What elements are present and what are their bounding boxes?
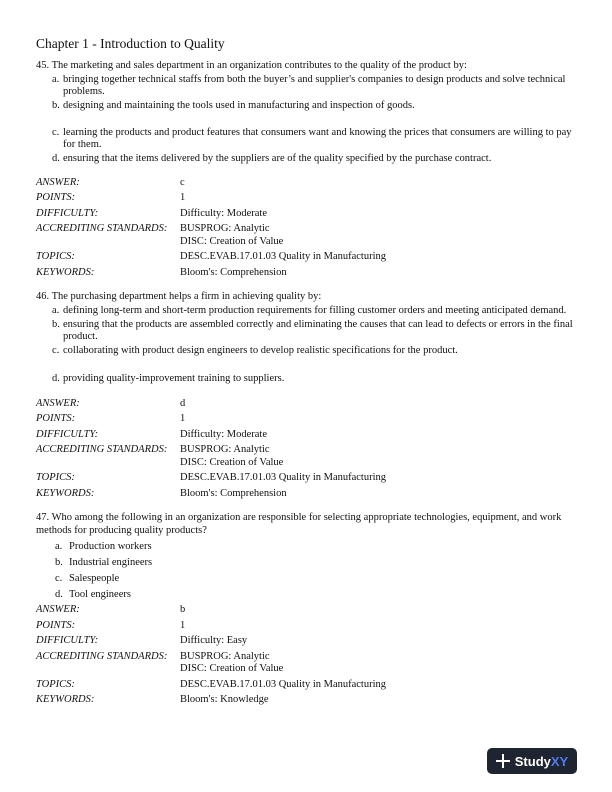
answer-metadata — [36, 604, 386, 710]
keywords-label: KEYWORDS: — [36, 487, 95, 499]
option-c — [36, 127, 580, 151]
option-text: ensuring that the items delivered by the suppliers are of the quality specified by the purchase contract. — [63, 152, 492, 164]
option-letter: c. — [52, 126, 60, 138]
answer-value: c — [180, 176, 185, 188]
option-text: collaborating with product design engineers to develop realistic specifications for the product. — [63, 344, 458, 356]
question-text: Who among the following in an organization are responsible for selecting appropriate technologies, equipment, and work methods for producing quality products? — [36, 512, 562, 536]
option-c — [36, 572, 580, 585]
answer-label: ANSWER: — [36, 604, 80, 615]
difficulty-value: Difficulty: Easy — [180, 635, 248, 646]
option-text: defining long-term and short-term production requirements for filling customer orders and meeting anticipated demand. — [63, 304, 567, 316]
keywords-value: Bloom's: Comprehension — [180, 266, 287, 278]
points-label: POINTS: — [36, 619, 76, 631]
standards-value — [180, 223, 386, 251]
standard-item: DISC: Creation of Value — [180, 456, 284, 468]
option-b — [36, 100, 580, 112]
option-letter: d. — [52, 372, 60, 384]
standard-item: BUSPROG: Analytic — [180, 650, 270, 662]
keywords-label: KEYWORDS: — [36, 694, 95, 705]
question-stem — [36, 512, 580, 537]
topics-label: TOPICS: — [36, 678, 75, 690]
difficulty-label: DIFFICULTY: — [36, 428, 99, 440]
option-letter: d. — [55, 589, 63, 600]
chapter-title: Chapter 1 - Introduction to Quality — [36, 36, 225, 51]
option-d — [36, 373, 580, 385]
topics-value: DESC.EVAB.17.01.03 Quality in Manufacturing — [180, 251, 387, 262]
standards-value — [180, 444, 386, 472]
option-letter: d. — [52, 152, 60, 164]
option-d — [36, 588, 580, 601]
question-text: The purchasing department helps a firm in achieving quality by: — [51, 291, 322, 302]
option-letter: a. — [52, 304, 60, 316]
option-text: designing and maintaining the tools used in manufacturing and inspection of goods. — [63, 99, 415, 111]
standard-item: DISC: Creation of Value — [180, 235, 284, 247]
option-c — [36, 345, 580, 357]
topics-label: TOPICS: — [36, 472, 75, 483]
standard-item: DISC: Creation of Value — [180, 663, 284, 674]
points-value: 1 — [180, 619, 186, 631]
watermark-xy: XY — [550, 753, 569, 769]
points-value: 1 — [180, 413, 186, 424]
question-stem — [36, 291, 580, 304]
standards-label: ACCREDITING STANDARDS: — [36, 650, 168, 662]
option-a — [36, 540, 580, 553]
points-label: POINTS: — [36, 192, 76, 203]
option-d — [36, 153, 580, 165]
standards-label: ACCREDITING STANDARDS: — [36, 223, 168, 234]
topics-value: DESC.EVAB.17.01.03 Quality in Manufacturing — [180, 678, 387, 690]
standard-item: BUSPROG: Analytic — [180, 223, 270, 234]
answer-metadata — [36, 398, 386, 504]
option-letter: c. — [55, 573, 63, 584]
option-text: bringing together technical staffs from both the buyer’s and supplier's companies to design products and solve technical problems. — [63, 73, 566, 97]
option-text: learning the products and product features that consumers want and knowing the prices that consumers are willing to pay for them. — [63, 126, 572, 150]
option-a — [36, 74, 580, 98]
answer-metadata — [36, 177, 386, 283]
topics-label: TOPICS: — [36, 251, 75, 262]
answer-label: ANSWER: — [36, 176, 80, 188]
answer-value: b — [180, 604, 186, 615]
option-text: ensuring that the products are assembled correctly and eliminating the causes that can lead to defects or errors in the final product. — [63, 318, 573, 342]
keywords-label: KEYWORDS: — [36, 266, 95, 278]
question-stem — [36, 60, 580, 73]
option-text: Industrial engineers — [69, 557, 153, 568]
points-value: 1 — [180, 192, 186, 203]
question-number: 47. — [36, 512, 50, 523]
answer-value: d — [180, 397, 186, 409]
option-text: Salespeople — [69, 573, 120, 584]
question-text: The marketing and sales department in an organization contributes to the quality of the product by: — [51, 60, 467, 71]
option-letter: b. — [52, 99, 60, 111]
watermark-text — [515, 754, 568, 769]
points-label: POINTS: — [36, 413, 76, 424]
option-letter: c. — [52, 344, 60, 356]
option-text: Tool engineers — [69, 589, 131, 600]
question-47 — [36, 512, 580, 710]
option-b — [36, 319, 580, 343]
question-number: 46. — [36, 291, 50, 302]
question-46 — [36, 291, 580, 503]
option-letter: b. — [55, 557, 63, 568]
difficulty-label: DIFFICULTY: — [36, 207, 99, 219]
standards-value — [180, 651, 386, 679]
option-letter: a. — [52, 73, 60, 85]
standards-label: ACCREDITING STANDARDS: — [36, 444, 168, 455]
question-45 — [36, 60, 580, 282]
option-a — [36, 305, 580, 317]
answer-label: ANSWER: — [36, 397, 80, 409]
document-page — [36, 36, 580, 710]
topics-value: DESC.EVAB.17.01.03 Quality in Manufacturing — [180, 472, 387, 483]
watermark-study: Study — [514, 753, 551, 769]
option-letter: a. — [55, 541, 63, 552]
option-text: providing quality-improvement training to suppliers. — [63, 372, 285, 384]
question-number: 45. — [36, 60, 50, 71]
studyxy-watermark[interactable] — [487, 748, 577, 774]
difficulty-label: DIFFICULTY: — [36, 635, 99, 646]
keywords-value: Bloom's: Knowledge — [180, 694, 269, 705]
option-text: Production workers — [69, 541, 152, 552]
keywords-value: Bloom's: Comprehension — [180, 487, 287, 499]
difficulty-value: Difficulty: Moderate — [180, 207, 267, 219]
option-b — [36, 556, 580, 569]
standard-item: BUSPROG: Analytic — [180, 444, 270, 455]
plus-icon — [496, 754, 510, 768]
difficulty-value: Difficulty: Moderate — [180, 428, 267, 440]
option-letter: b. — [52, 318, 60, 330]
